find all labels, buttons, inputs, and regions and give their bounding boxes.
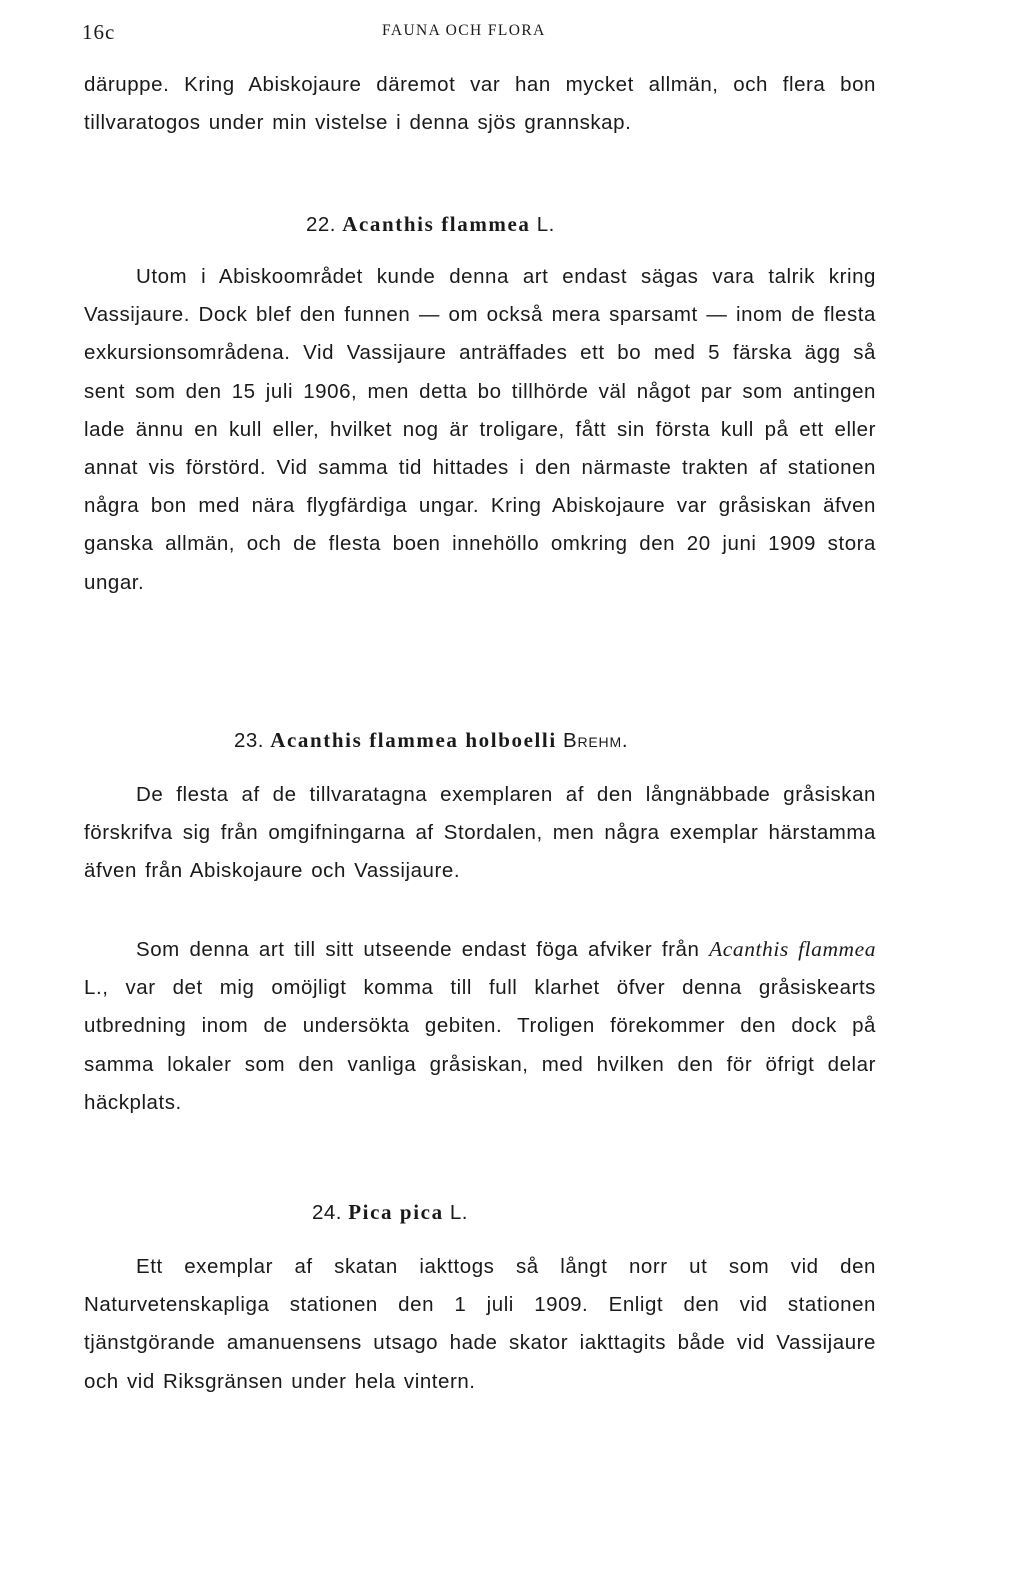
species-number: 24. xyxy=(312,1201,342,1224)
species-number: 23. xyxy=(234,729,264,752)
species-name: Acanthis flammea holboelli xyxy=(270,728,557,752)
species-author: Brehm. xyxy=(563,729,629,752)
paragraph-continuation: däruppe. Kring Abiskojaure däremot var han mycket allmän, och flera bon tillvaratogos under min vistelse i denna sjös grannskap. xyxy=(84,73,876,135)
paragraph-holboelli-distribution xyxy=(84,930,876,1122)
species-heading-24 xyxy=(84,1200,1024,1225)
species-name: Acanthis flammea xyxy=(342,212,531,236)
species-heading-22 xyxy=(84,212,1024,237)
page-number: 16c xyxy=(82,20,116,44)
species-number: 22. xyxy=(306,213,336,236)
paragraph-acanthis-flammea: Utom i Abiskoområdet kunde denna art endast sägas vara talrik kring Vassijaure. Dock blef den funnen — om också mera sparsamt — inom de flesta exkursionsområdena. Vid Vassijaure anträffades ett bo med 5 färska ägg så sent som den 15 juli 1906, men detta bo tillhörde väl något par som antingen lade ännu en kull eller, hvilket nog är troligare, fått sin första kull på ett eller annat vis förstörd. Vid samma tid hittades i den närmaste trakten af stationen några bon med nära flygfärdiga ungar. Kring Abiskojaure var gråsiskan äfven ganska allmän, och de flesta boen innehöllo omkring den 20 juni 1909 stora ungar. xyxy=(84,265,876,594)
running-head: FAUNA OCH FLORA xyxy=(382,22,546,39)
paragraph-pica-pica: Ett exemplar af skatan iakttogs så långt norr ut som vid den Naturvetenskapliga stationen den 1 juli 1909. Enligt den vid stationen tjänstgörande amanuensens utsago hade skator iakttagits både vid Vassijaure och vid Riksgränsen under hela vintern. xyxy=(84,1255,876,1393)
species-heading-23 xyxy=(84,728,1024,753)
italic-species-name: Acanthis flammea xyxy=(709,937,876,961)
species-author: L. xyxy=(536,213,555,236)
paragraph-text-after: L., var det mig omöjligt komma till full klarhet öfver denna gråsiskearts utbredning inom de undersökta gebiten. Troligen förekommer den dock på samma lokaler som den vanliga gråsiskan, med hvilken den för öfrigt delar häckplats. xyxy=(84,976,876,1114)
species-author: L. xyxy=(449,1201,468,1224)
page-header xyxy=(82,20,882,48)
species-name: Pica pica xyxy=(348,1200,444,1224)
paragraph-text-before: Som denna art till sitt utseende endast föga afviker från xyxy=(136,938,710,961)
paragraph-holboelli-locations: De flesta af de tillvaratagna exemplaren af den långnäbbade gråsiskan förskrifva sig från omgifningarna af Stordalen, men några exemplar härstamma äfven från Abiskojaure och Vassijaure. xyxy=(84,783,876,883)
